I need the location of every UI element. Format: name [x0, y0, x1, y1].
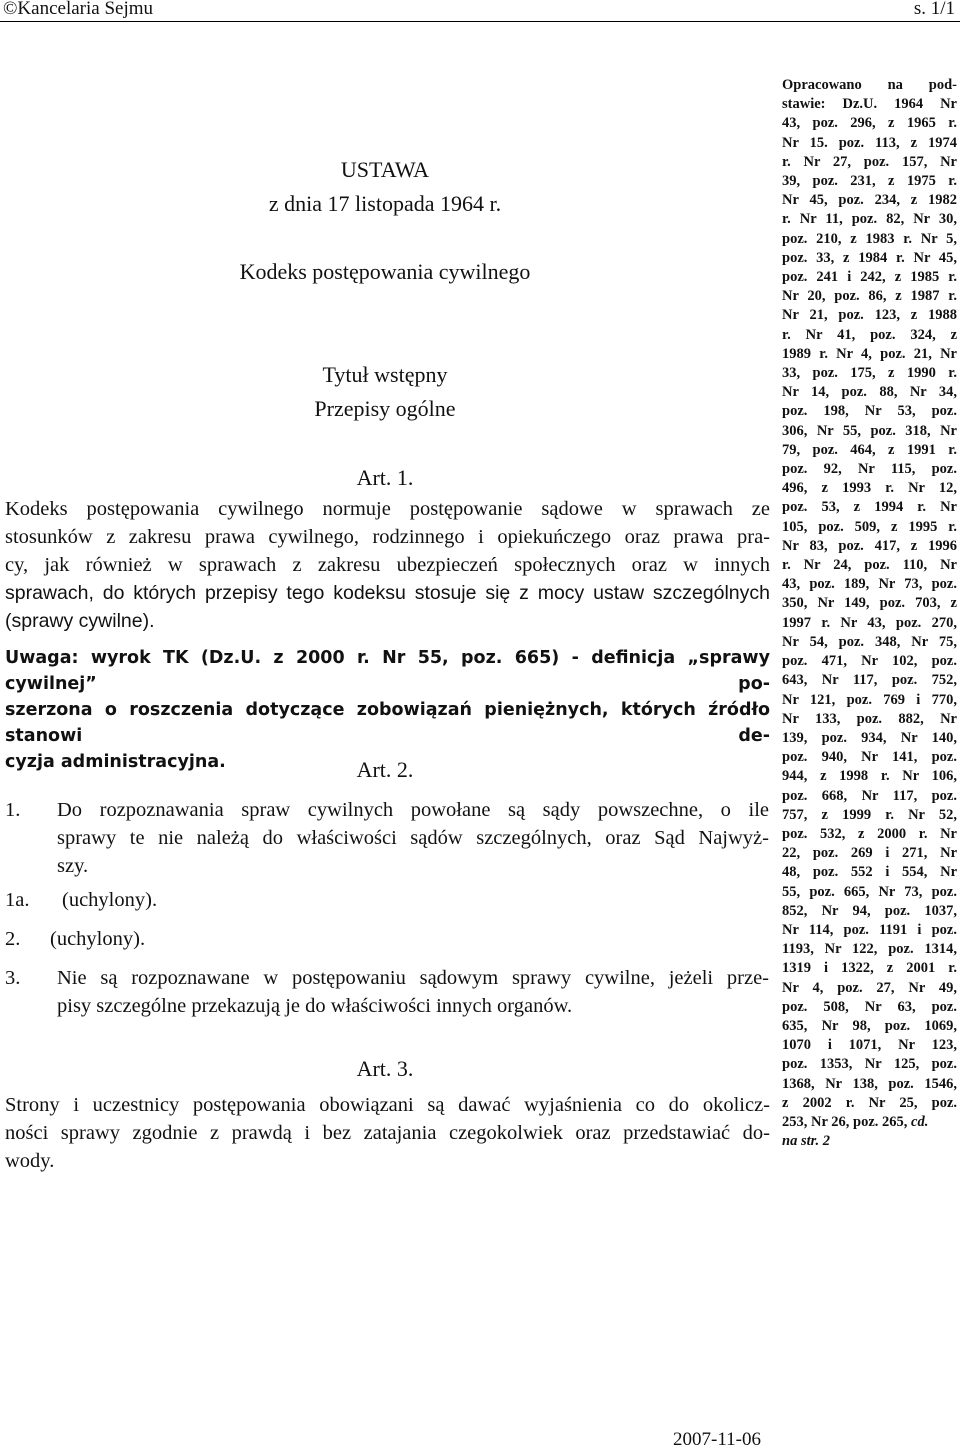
sidebar-line: 350, Nr 149, poz. 703, z	[782, 595, 957, 612]
item-line: szy.	[57, 855, 89, 877]
section-title: Tytuł wstępny	[322, 362, 448, 387]
sidebar-line: poz. 198, Nr 53, poz.	[782, 403, 957, 420]
sidebar-line: 22, poz. 269 i 271, Nr	[782, 845, 957, 862]
sidebar-line: r. Nr 41, poz. 324, z	[782, 326, 957, 343]
article-3-line: wody.	[5, 1150, 55, 1172]
sidebar-line: Nr 21, poz. 123, z 1988	[782, 307, 957, 324]
sidebar-line	[782, 1113, 957, 1132]
sidebar-line: r. Nr 11, poz. 82, Nr 30,	[782, 211, 957, 228]
sidebar-cont-marker: cd.	[911, 1113, 929, 1130]
article-1-note	[5, 645, 770, 775]
sidebar-line: 944, z 1998 r. Nr 106,	[782, 768, 957, 785]
sidebar-line: poz. 92, Nr 115, poz.	[782, 461, 957, 478]
sidebar-line: 643, Nr 117, poz. 752,	[782, 672, 957, 689]
item-line: pisy szczególne przekazują je do właściwości innych organów.	[57, 995, 573, 1017]
sidebar-line: poz. 508, Nr 63, poz.	[782, 998, 957, 1015]
item-line: Nie są rozpoznawane w postępowaniu sądowym sprawy cywilne, jeżeli prze-	[57, 967, 769, 989]
sidebar-line: r. Nr 24, poz. 110, Nr	[782, 557, 957, 574]
sidebar-line: Nr 14, poz. 88, Nr 34,	[782, 384, 957, 401]
sidebar-line: 43, poz. 296, z 1965 r.	[782, 115, 957, 132]
sidebar-line: 1368, Nr 138, poz. 1546,	[782, 1075, 957, 1092]
sidebar-line: z 2002 r. Nr 25, poz.	[782, 1094, 957, 1111]
sidebar-line: poz. 210, z 1983 r. Nr 5,	[782, 230, 957, 247]
sidebar-line: 757, z 1999 r. Nr 52,	[782, 806, 957, 823]
item-text	[57, 964, 769, 1020]
sidebar-line: 48, poz. 552 i 554, Nr	[782, 864, 957, 881]
sidebar-line: Nr 133, poz. 882, Nr	[782, 710, 957, 727]
sidebar-line: 1989 r. Nr 4, poz. 21, Nr	[782, 345, 957, 362]
sidebar-line: poz. 668, Nr 117, poz.	[782, 787, 957, 804]
sidebar-line: poz. 1353, Nr 125, poz.	[782, 1056, 957, 1073]
sidebar-line: 33, poz. 175, z 1990 r.	[782, 365, 957, 382]
sidebar-line: poz. 241 i 242, z 1985 r.	[782, 269, 957, 286]
sidebar-line: Nr 114, poz. 1191 i poz.	[782, 921, 957, 938]
sidebar-line: Nr 20, poz. 86, z 1987 r.	[782, 288, 957, 305]
section-subtitle: Przepisy ogólne	[314, 396, 456, 421]
article-3-line: ności sprawy zgodnie z prawdą i bez zatajania czegokolwiek oraz przedstawiać do-	[5, 1122, 770, 1144]
article-1-line: (sprawy cywilne).	[5, 610, 155, 632]
note-line: Uwaga: wyrok TK (Dz.U. z 2000 r. Nr 55, poz. 665) - definicja „sprawy cywilnej” po-	[5, 648, 770, 694]
sidebar-lines	[782, 76, 957, 1132]
sidebar-line: 39, poz. 231, z 1975 r.	[782, 173, 957, 190]
sidebar-line: Nr 15. poz. 113, z 1974	[782, 134, 957, 151]
header-source: ©Kancelaria Sejmu	[3, 0, 154, 19]
sidebar-cont-label: na str. 2	[782, 1133, 830, 1150]
article-3-text	[5, 1091, 770, 1175]
sidebar-line: Nr 121, poz. 769 i 770,	[782, 691, 957, 708]
sidebar-line: poz. 33, z 1984 r. Nr 45,	[782, 249, 957, 266]
sidebar-line: 496, z 1993 r. Nr 12,	[782, 480, 957, 497]
article-1-line: stosunków z zakresu prawa cywilnego, rodzinnego i opiekuńczego oraz prawa pra-	[5, 526, 770, 548]
sidebar-line: 1319 i 1322, z 2001 r.	[782, 960, 957, 977]
sidebar-continuation	[782, 1132, 957, 1151]
sidebar-line: 55, poz. 665, Nr 73, poz.	[782, 883, 957, 900]
item-line: Do rozpoznawania spraw cywilnych powołane są sądy powszechne, o ile	[57, 799, 769, 821]
sidebar-line: 105, poz. 509, z 1995 r.	[782, 518, 957, 535]
item-text	[62, 886, 774, 914]
sidebar-line: 635, Nr 98, poz. 1069,	[782, 1017, 957, 1034]
item-number: 2.	[5, 928, 21, 950]
sidebar-line: 1070 i 1071, Nr 123,	[782, 1037, 957, 1054]
item-line: (uchylony).	[62, 889, 158, 911]
sidebar-line: Nr 4, poz. 27, Nr 49,	[782, 979, 957, 996]
item-number: 3.	[5, 967, 21, 989]
item-text	[50, 925, 762, 953]
doc-title: Kodeks postępowania cywilnego	[239, 259, 531, 284]
item-line: (uchylony).	[50, 928, 146, 950]
sidebar-line: poz. 471, Nr 102, poz.	[782, 653, 957, 670]
article-1-line: cy, jak również w sprawach z zakresu ubezpieczeń społecznych oraz w innych	[5, 554, 770, 576]
sidebar-line: stawie: Dz.U. 1964 Nr	[782, 96, 957, 113]
sidebar-line: r. Nr 27, poz. 157, Nr	[782, 153, 957, 170]
sidebar-line: 79, poz. 464, z 1991 r.	[782, 441, 957, 458]
sidebar-line: 139, poz. 934, Nr 140,	[782, 729, 957, 746]
sidebar-line: Nr 83, poz. 417, z 1996	[782, 537, 957, 554]
sidebar-line: poz. 53, z 1994 r. Nr	[782, 499, 957, 516]
sidebar-line: 43, poz. 189, Nr 73, poz.	[782, 576, 957, 593]
item-number: 1.	[5, 799, 21, 821]
header-page-number: s. 1/1	[913, 0, 955, 19]
item-number: 1a.	[5, 889, 30, 911]
article-1-line: Kodeks postępowania cywilnego normuje postępowanie sądowe w sprawach ze	[5, 498, 770, 520]
sidebar-line: 306, Nr 55, poz. 318, Nr	[782, 422, 957, 439]
sidebar-line-text: 253, Nr 26, poz. 265,	[782, 1113, 908, 1130]
header-divider	[0, 21, 960, 22]
sidebar-line: poz. 532, z 2000 r. Nr	[782, 825, 957, 842]
sidebar-line: 1193, Nr 122, poz. 1314,	[782, 941, 957, 958]
article-3-heading: Art. 3.	[356, 1056, 414, 1081]
note-line: cyzja administracyjna.	[5, 752, 226, 772]
article-1-text	[5, 495, 770, 635]
article-3-line: Strony i uczestnicy postępowania obowiązani są dawać wyjaśnienia co do okolicz-	[5, 1094, 770, 1116]
sidebar-line: Nr 54, poz. 348, Nr 75,	[782, 633, 957, 650]
item-line: sprawy te nie należą do właściwości sądów szczególnych, oraz Sąd Najwyż-	[57, 827, 769, 849]
footer-date: 2007-11-06	[673, 1429, 761, 1450]
item-text	[57, 796, 769, 880]
article-2-heading: Art. 2.	[356, 757, 414, 782]
sidebar-line: 1997 r. Nr 43, poz. 270,	[782, 614, 957, 631]
sidebar-line: 852, Nr 94, poz. 1037,	[782, 902, 957, 919]
note-line: szerzona o roszczenia dotyczące zobowiązań pieniężnych, których źródło stanowi de-	[5, 700, 770, 746]
sidebar-sources	[782, 76, 957, 1151]
doc-type-heading: USTAWA	[340, 157, 430, 182]
sidebar-line: Opracowano na pod-	[782, 77, 957, 93]
sidebar-line: Nr 45, poz. 234, z 1982	[782, 192, 957, 209]
doc-date: z dnia 17 listopada 1964 r.	[268, 191, 502, 216]
article-1-line: sprawach, do których przepisy tego kodeksu stosuje się z mocy ustaw szczególnych	[5, 582, 770, 604]
article-1-heading: Art. 1.	[356, 465, 414, 490]
sidebar-line: poz. 940, Nr 141, poz.	[782, 749, 957, 766]
